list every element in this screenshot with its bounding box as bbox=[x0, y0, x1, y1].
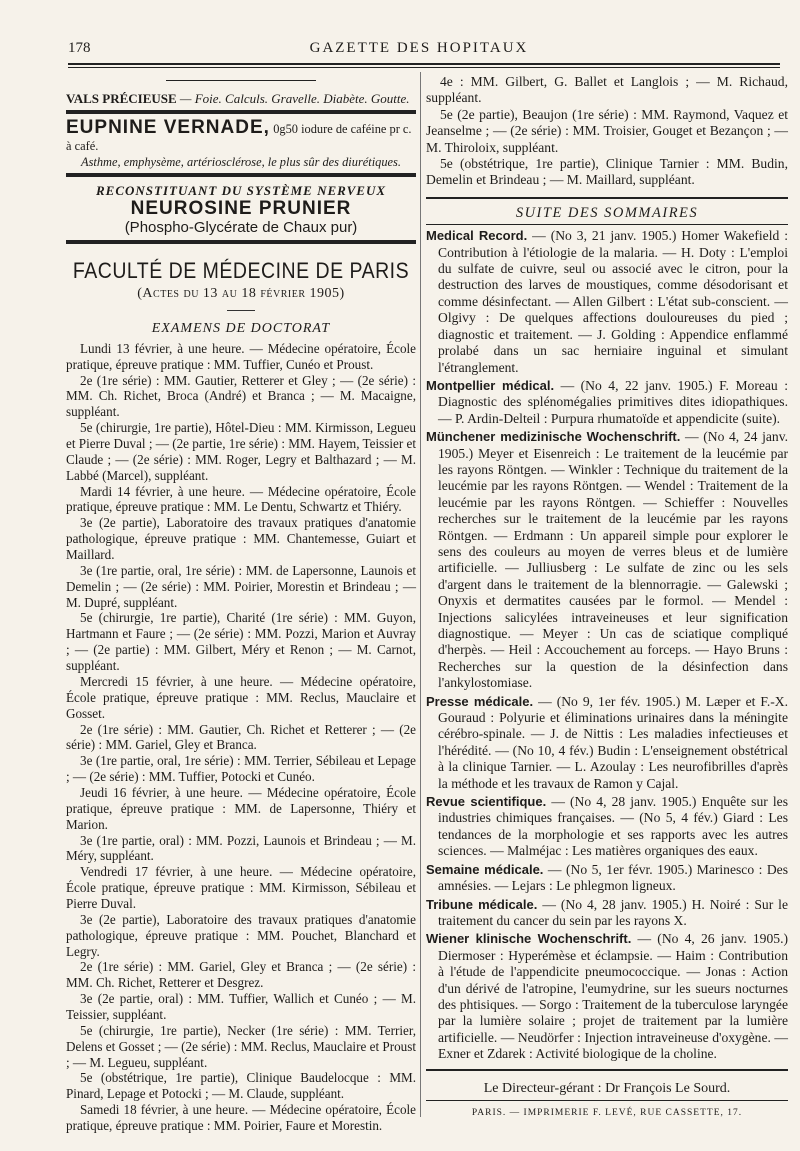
section-rule-thin bbox=[426, 224, 788, 225]
suite-heading: SUITE DES SOMMAIRES bbox=[515, 204, 699, 221]
ad-vals-brand: VALS PRÉCIEUSE bbox=[66, 91, 177, 106]
exam-paragraph: 3e (1re partie, oral, 1re série) : MM. de Lapersonne, Launois et Demelin ; — (2e série) : MM. Poirier, Morestin et Brindeau ; — M. Dupré, suppléant. bbox=[66, 562, 416, 610]
header-rule-thin bbox=[68, 67, 780, 68]
footer-rule bbox=[426, 1069, 788, 1071]
column-separator bbox=[420, 72, 421, 1117]
exam-paragraph: Vendredi 17 février, à une heure. — Médecine opératoire, École pratique, épreuve pratique : MM. Kirmisson, Sébileau et Pierre Duval. bbox=[66, 864, 416, 911]
ad-phospho: (Phospho-Glycérate de Chaux pur) bbox=[124, 219, 358, 237]
exam-paragraph: Mardi 14 février, à une heure. — Médecine opératoire, École pratique, épreuve pratique : MM. Le Dentu, Schwartz et Thiéry. bbox=[66, 483, 416, 515]
exam-paragraph: 2e (1re série) : MM. Gautier, Retterer et Gley ; — (2e série) : MM. Ch. Richet, Broca (André) et Branca ; — M. Macaigne, suppléant. bbox=[66, 372, 416, 420]
section-heading: EXAMENS DE DOCTORAT bbox=[151, 321, 331, 337]
ad-eupnine-brand: EUPNINE VERNADE, bbox=[66, 116, 270, 138]
exam-paragraph: 3e (1re partie, oral, 1re série) : MM. Terrier, Sébileau et Lepage ; — (2e série) : MM. Tuffier, Potocki et Cunéo. bbox=[66, 753, 416, 785]
journal-name: Montpellier médical. bbox=[426, 377, 555, 393]
ad-eupnine-tagline: Asthme, emphysème, artériosclérose, le plus sûr des diurétiques. bbox=[81, 154, 401, 169]
exam-paragraph: Lundi 13 février, à une heure. — Médecine opératoire, École pratique, épreuve pratique : MM. Tuffier, Cunéo et Proust. bbox=[66, 340, 416, 372]
summary-entry bbox=[426, 897, 788, 930]
header-rule bbox=[68, 63, 780, 65]
entry-text: — (No 4, 28 janv. 1905.) H. Noiré : Sur le traitement du cancer du sein par les rayons X. bbox=[438, 896, 788, 928]
exam-paragraph: Samedi 18 février, à une heure. — Médecine opératoire, École pratique, épreuve pratique : MM. Poirier, Faure et Morestin. bbox=[66, 1102, 416, 1133]
summary-entry bbox=[426, 378, 788, 427]
summary-entry bbox=[426, 862, 788, 895]
exam-paragraph: 5e (obstétrique, 1re partie), Clinique Tarnier : MM. Budin, Demelin et Brindeau ; — M. Maillard, suppléant. bbox=[426, 156, 788, 188]
running-title: GAZETTE DES HOPITAUX bbox=[309, 40, 529, 56]
entry-text: — (No 4, 22 janv. 1905.) F. Moreau : Diagnostic des splénomégalies primitives dites idiopathiques. — P. Ardin-Delteil : Purpura rhumatoïde et appendicite (suite). bbox=[438, 377, 788, 426]
exam-paragraph: 4e : MM. Gilbert, G. Ballet et Langlois ; — M. Richaud, suppléant. bbox=[426, 74, 788, 106]
ad-rule-thick bbox=[66, 173, 416, 177]
summary-entry bbox=[426, 931, 788, 1062]
journal-name: Münchener medizinische Wochenschrift. bbox=[426, 429, 681, 445]
section-rule bbox=[426, 197, 788, 199]
exam-paragraph: 5e (2e partie), Beaujon (1re série) : MM. Raymond, Vaquez et Jeanselme ; — (2e série) : MM. Troisier, Gouget et Bezançon ; — M. Thiroloix, suppléant. bbox=[426, 106, 788, 155]
ad-neurosine bbox=[66, 183, 416, 237]
ad-recon-line: RECONSTITUANT DU SYSTÈME NERVEUX bbox=[95, 183, 386, 199]
exam-paragraph: 3e (2e partie), Laboratoire des travaux pratiques d'anatomie pathologique, épreuve pratique : MM. Chantemesse, Guiart et Maillard. bbox=[66, 515, 416, 563]
exam-paragraph: 5e (chirurgie, 1re partie), Charité (1re série) : MM. Guyon, Hartmann et Faure ; — (2e série) : MM. Pozzi, Marion et Auvray ; — (2e partie) : MM. Gilbert, Méry et Renon ; — M. Carnot, suppléant. bbox=[66, 610, 416, 674]
short-rule bbox=[227, 310, 255, 311]
ad-eupnine bbox=[66, 116, 416, 171]
entry-text: — (No 5, 1er févr. 1905.) Marinesco : Des amnésies. — Lejars : Le phlegmon ligneux. bbox=[438, 861, 789, 894]
page-header bbox=[68, 34, 770, 62]
summary-entry bbox=[426, 694, 788, 792]
printer-line: PARIS. — IMPRIMERIE F. LEVÉ, RUE CASSETTE, 17. bbox=[471, 1107, 743, 1118]
entry-text: — (No 4, 24 janv. 1905.) Meyer et Eisenreich : Le traitement de la leucémie par les rayons Röntgen. — Winkler : Technique du traitement de la leucémie par les rayons Röntgen. — Wendel : Traitement de la leucémie par les rayons Röntgen. — Schieffer : Nouvelles recherches sur le traitement de la leucémie par les rayons Röntgen. — Erdmann : Un appareil simple pour explorer le sens des couleurs au moyen de verres bleus et de lumière artificielle. — Julliusberg : Le sulfate de zinc ou les sels d'argent dans le traitement de la blennorragie. — Galewski ; Onyxis et dermatites causées par le formol. — Mendel : Injections salicylées intraveineuses et leur signification diagnostique. — Meyer : Un cas de sciatique compliqué d'herpès. — Heil : Accouchement au forceps. — Hayo Bruns : Recherches sur la question de la désinfection dans l'ankylostomiase. bbox=[438, 429, 788, 691]
exam-paragraph: 3e (2e partie, oral) : MM. Tuffier, Wallich et Cunéo ; — M. Teissier, suppléant. bbox=[66, 991, 416, 1022]
journal-name: Semaine médicale. bbox=[426, 861, 544, 877]
exam-paragraph: Mercredi 15 février, à une heure. — Médecine opératoire, École pratique, épreuve pratique : MM. Reclus, Mauclaire et Gosset. bbox=[66, 673, 416, 721]
journal-name: Wiener klinische Wochenschrift. bbox=[426, 931, 632, 947]
faculty-subtitle: (Actes du 13 au 18 février 1905) bbox=[137, 286, 345, 302]
entry-text: — (No 3, 21 janv. 1905.) Homer Wakefield : Contribution à l'étiologie de la malaria. — H. Doty : L'emploi du sulfate de cuivre, seul ou associé avec le citron, pour la destruction des larves de moustiques, comme désodorisant et comme désinfectant. — Allen Gilbert : L'état sub-conscient. — Olgivy : De quelques affections douloureuses du pied ; diagnostic et traitement. — J. Golding : Appendice enflammé prolabé dans un sac herniaire inguinal et simulant l'étranglement. bbox=[438, 228, 788, 375]
entry-text: — (No 9, 1er fév. 1905.) M. Læper et F.-X. Gouraud : Polyurie et éliminations urinaires dans la méningite cérébro-spinale. — J. de Nittis : Les maladies infectieuses et l'hérédité. — (No 10, 4 fév.) Budin : L'enseignement obstétrical à la clinique Tarnier. — L. Azoulay : Les neurofibrilles d'après la méthode et les travaux de Ramon y Cajal. bbox=[438, 693, 788, 791]
journal-name: Medical Record. bbox=[426, 228, 528, 244]
summary-entry bbox=[426, 794, 788, 860]
right-column bbox=[426, 74, 788, 1121]
journal-name: Revue scientifique. bbox=[426, 794, 547, 810]
footer-rule-thin bbox=[426, 1100, 788, 1101]
summary-entry bbox=[426, 228, 788, 376]
ad-vals-tagline: — Foie. Calculs. Gravelle. Diabète. Goutte. bbox=[176, 91, 410, 106]
ad-rule-thick bbox=[66, 110, 416, 114]
exam-paragraph: 3e (2e partie), Laboratoire des travaux pratiques d'anatomie pathologique, épreuve pratique : MM. Pouchet, Blanchard et Legry. bbox=[66, 911, 416, 959]
ad-eupnine-detail: 0g50 iodure de caféine pr c. à café. bbox=[66, 121, 412, 153]
ad-rule bbox=[166, 80, 316, 81]
exam-paragraph: 5e (obstétrique, 1re partie), Clinique Baudelocque : MM. Pinard, Lepage et Potocki ; — M. Claude, suppléant. bbox=[66, 1070, 416, 1102]
exam-paragraph: 2e (1re série) : MM. Gautier, Ch. Richet et Retterer ; — (2e série) : MM. Gariel, Gley et Branca. bbox=[66, 721, 416, 753]
entry-text: — (No 4, 28 janv. 1905.) Enquête sur les industries chimiques françaises. — (No 5, 4 fév.) Giard : Les tendances de la morphologie et ses rapports avec les autres sciences. — Malméjac : Les matières organiques des eaux. bbox=[438, 794, 788, 859]
exam-paragraph: 2e (1re série) : MM. Gariel, Gley et Branca ; — (2e série) : MM. Ch. Richet, Retterer et Desgrez. bbox=[66, 959, 416, 991]
ad-neurosine-brand: NEUROSINE PRUNIER bbox=[130, 198, 352, 220]
journal-name: Tribune médicale. bbox=[426, 896, 538, 912]
exam-paragraph: Jeudi 16 février, à une heure. — Médecine opératoire, École pratique, épreuve pratique : MM. de Lapersonne, Thiéry et Marion. bbox=[66, 784, 416, 832]
summary-entry bbox=[426, 429, 788, 692]
entry-text: — (No 4, 26 janv. 1905.) Diermoser : Hyperémèse et éclampsie. — Haim : Contribution à l'étude de l'appendicite pneumococcique. — Jonas : Action d'un dérivé de l'atropine, l'eumydrine, sur les sueurs nocturnes des phtisiques. — Sorgo : Traitement de la tuberculose laryngée par la lumière solaire ; projet de traitement par la lumière artificielle. — Neudörfer : Injection intraveineuse d'oxygène. — Exner et Zdarek : Activité biologique de la choline. bbox=[438, 931, 788, 1062]
journal-name: Presse médicale. bbox=[426, 693, 534, 709]
exam-paragraph: 5e (chirurgie, 1re partie), Necker (1re série) : MM. Terrier, Delens et Gosset ; — (2e série) : MM. Reclus, Mauclaire et Proust ; — M. Legueu, suppléant. bbox=[66, 1022, 416, 1070]
page-number: 178 bbox=[68, 40, 91, 56]
ad-rule-thick bbox=[66, 240, 416, 244]
exam-paragraph: 5e (chirurgie, 1re partie), Hôtel-Dieu : MM. Kirmisson, Legueu et Pierre Duval ; — (2e partie, 1re série) : MM. Hayem, Teissier et Claude ; — (2e série) : MM. Roger, Legry et Balthazard ; — M. Labbé (Marcel), suppléant. bbox=[66, 420, 416, 483]
exam-paragraph: 3e (1re partie, oral) : MM. Pozzi, Launois et Brindeau ; — M. Méry, suppléant. bbox=[66, 832, 416, 864]
ad-vals bbox=[66, 91, 416, 107]
director-signature: Le Directeur-gérant : Dr François Le Sourd. bbox=[483, 1080, 731, 1096]
faculty-title: FACULTÉ DE MÉDECINE DE PARIS bbox=[72, 258, 410, 284]
left-column bbox=[66, 74, 416, 1134]
